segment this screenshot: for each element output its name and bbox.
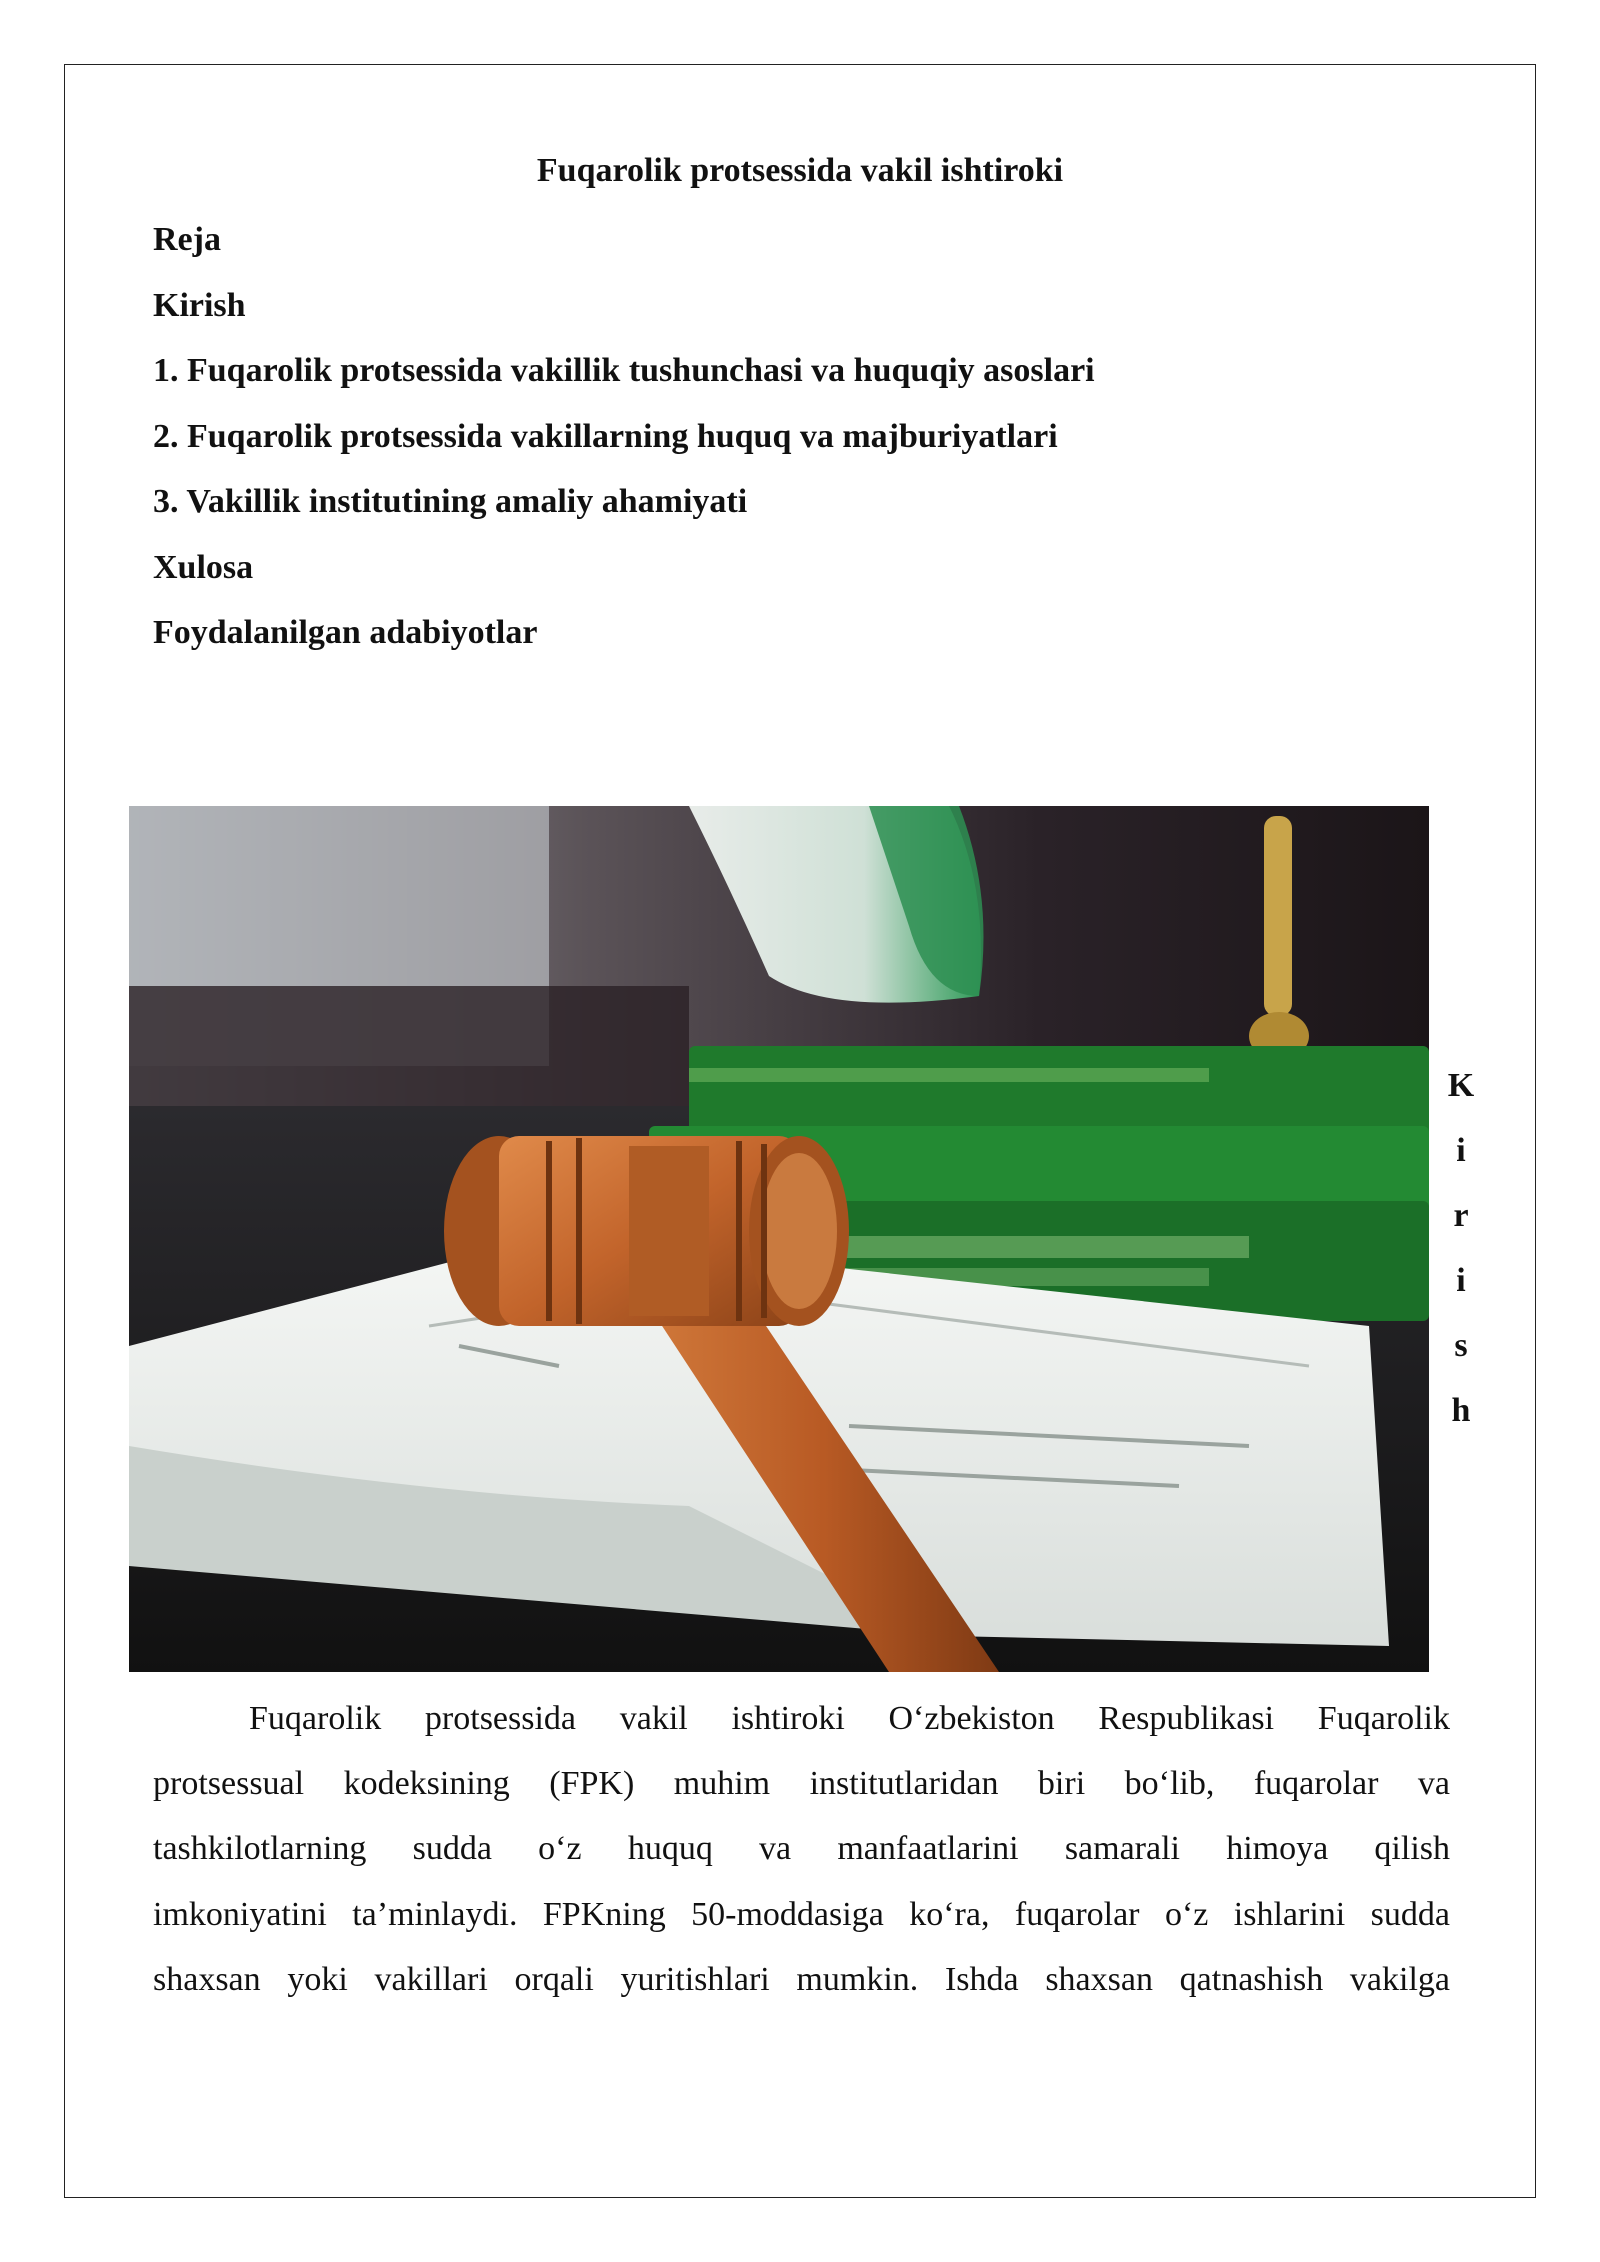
vertical-heading-kirish — [1446, 1058, 1476, 1448]
toc-item-3: 3. Vakillik institutining amaliy ahamiyati — [153, 483, 748, 520]
gavel-photo — [129, 806, 1429, 1672]
vertical-letter: i — [1456, 1132, 1466, 1169]
paragraph-line: shaxsan yoki vakillari orqali yuritishlari mumkin. Ishda shaxsan qatnashish vakilga — [153, 1960, 1450, 1998]
document-title: Fuqarolik protsessida vakil ishtiroki — [536, 152, 1064, 189]
vertical-letter: s — [1454, 1327, 1468, 1364]
table-of-contents — [153, 212, 1095, 671]
vertical-letter: K — [1447, 1067, 1475, 1104]
paragraph-line: imkoniyatini ta’minlaydi. FPKning 50-moddasiga ko‘ra, fuqarolar o‘z ishlarini sudda — [153, 1895, 1450, 1933]
vertical-letter: h — [1451, 1392, 1471, 1429]
toc-item-1: 1. Fuqarolik protsessida vakillik tushunchasi va huquqiy asoslari — [153, 352, 1095, 389]
toc-item-kirish: Kirish — [153, 286, 246, 324]
toc-item-adabiyotlar: Foydalanilgan adabiyotlar — [153, 614, 538, 651]
vertical-letter: r — [1453, 1197, 1469, 1234]
vertical-letter: i — [1456, 1262, 1466, 1299]
paragraph-line: tashkilotlarning sudda o‘z huquq va manfaatlarini samarali himoya qilish — [153, 1830, 1450, 1868]
paragraph-line: protsessual kodeksining (FPK) muhim institutlaridan biri bo‘lib, fuqarolar va — [153, 1765, 1450, 1803]
toc-item-reja: Reja — [153, 221, 221, 258]
toc-item-xulosa: Xulosa — [153, 548, 254, 586]
intro-paragraph — [153, 1686, 1450, 2012]
toc-item-2: 2. Fuqarolik protsessida vakillarning huquq va majburiyatlari — [153, 417, 1058, 455]
paragraph-line: Fuqarolik protsessida vakil ishtiroki O‘zbekiston Respublikasi Fuqarolik — [249, 1700, 1450, 1737]
